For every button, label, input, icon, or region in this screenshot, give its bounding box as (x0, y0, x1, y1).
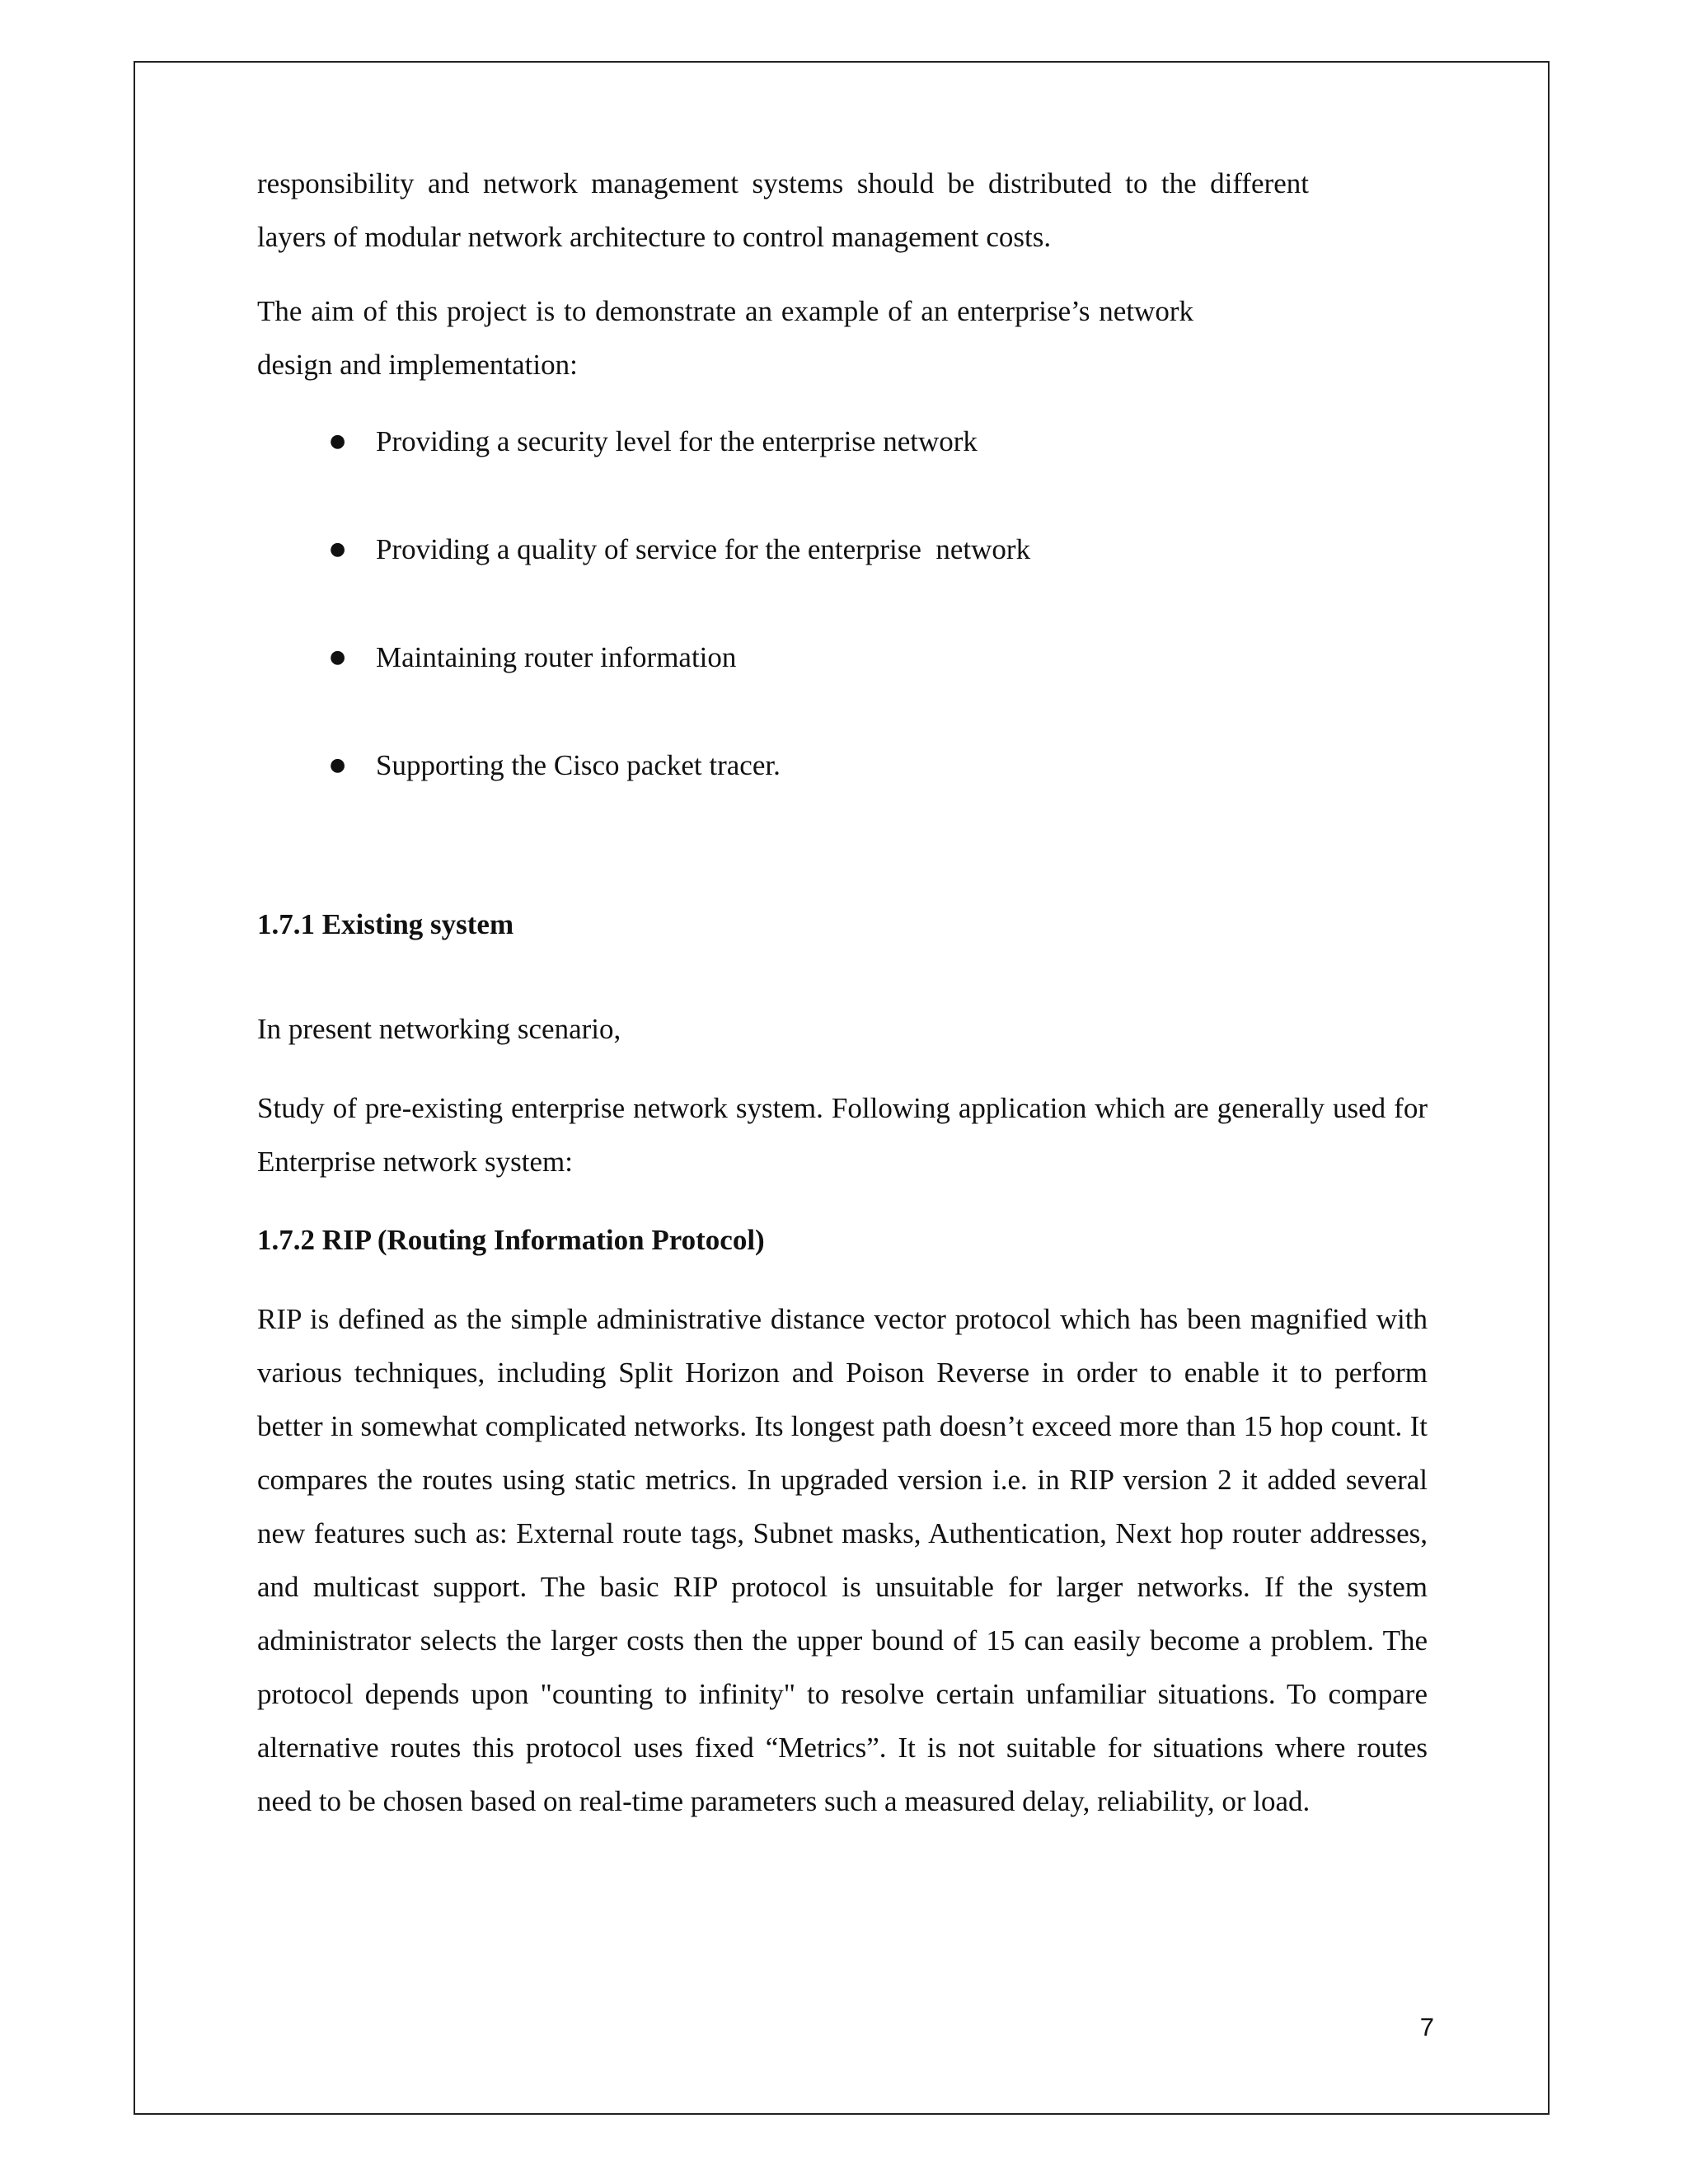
list-item-text: Providing a security level for the enterprise network (376, 425, 978, 457)
present-scenario-paragraph: In present networking scenario, (257, 1013, 621, 1045)
rip-heading: 1.7.2 RIP (Routing Information Protocol) (257, 1224, 765, 1256)
existing-system-heading: 1.7.1 Existing system (257, 908, 514, 940)
list-item (257, 523, 1428, 576)
bullet-icon: ● (330, 647, 346, 668)
list-item (257, 415, 1428, 468)
objectives-list (257, 415, 1428, 792)
document-body (257, 157, 1428, 1828)
list-item (257, 630, 1428, 684)
list-item-text: Providing a quality of service for the enterprise network (376, 533, 1031, 565)
rip-paragraph: RIP is defined as the simple administrative distance vector protocol which has been magnified with various techniques, including Split Horizon and Poison Reverse in order to enable it to perform better in somewhat complicated networks. Its longest path doesn’t exceed more than 15 hop count. It compares the routes using static metrics. In upgraded version i.e. in RIP version 2 it added several new features such as: External route tags, Subnet masks, Authentication, Next hop router addresses, and multicast support. The basic RIP protocol is unsuitable for larger networks. If the system administrator selects the larger costs then the upper bound of 15 can easily become a problem. The protocol depends upon "counting to infinity" to resolve certain unfamiliar situations. To compare alternative routes this protocol uses fixed “Metrics”. It is not suitable for situations where routes need to be chosen based on real-time parameters such a measured delay, reliability, or load. (257, 1303, 1428, 1817)
bullet-icon: ● (330, 755, 346, 776)
bullet-icon: ● (330, 539, 346, 560)
bullet-icon: ● (330, 431, 346, 452)
aim-paragraph: The aim of this project is to demonstrate an example of an enterprise’s network design and implementation: (257, 295, 1193, 381)
intro-continuation-paragraph: responsibility and network management systems should be distributed to the different layers of modular network architecture to control management costs. (257, 167, 1309, 253)
list-item (257, 738, 1428, 792)
page-number: 7 (1419, 2013, 1434, 2041)
list-item-text: Supporting the Cisco packet tracer. (376, 749, 781, 781)
list-item-text: Maintaining router information (376, 641, 737, 673)
study-paragraph: Study of pre-existing enterprise network system. Following application which are generally used for Enterprise network system: (257, 1092, 1428, 1178)
